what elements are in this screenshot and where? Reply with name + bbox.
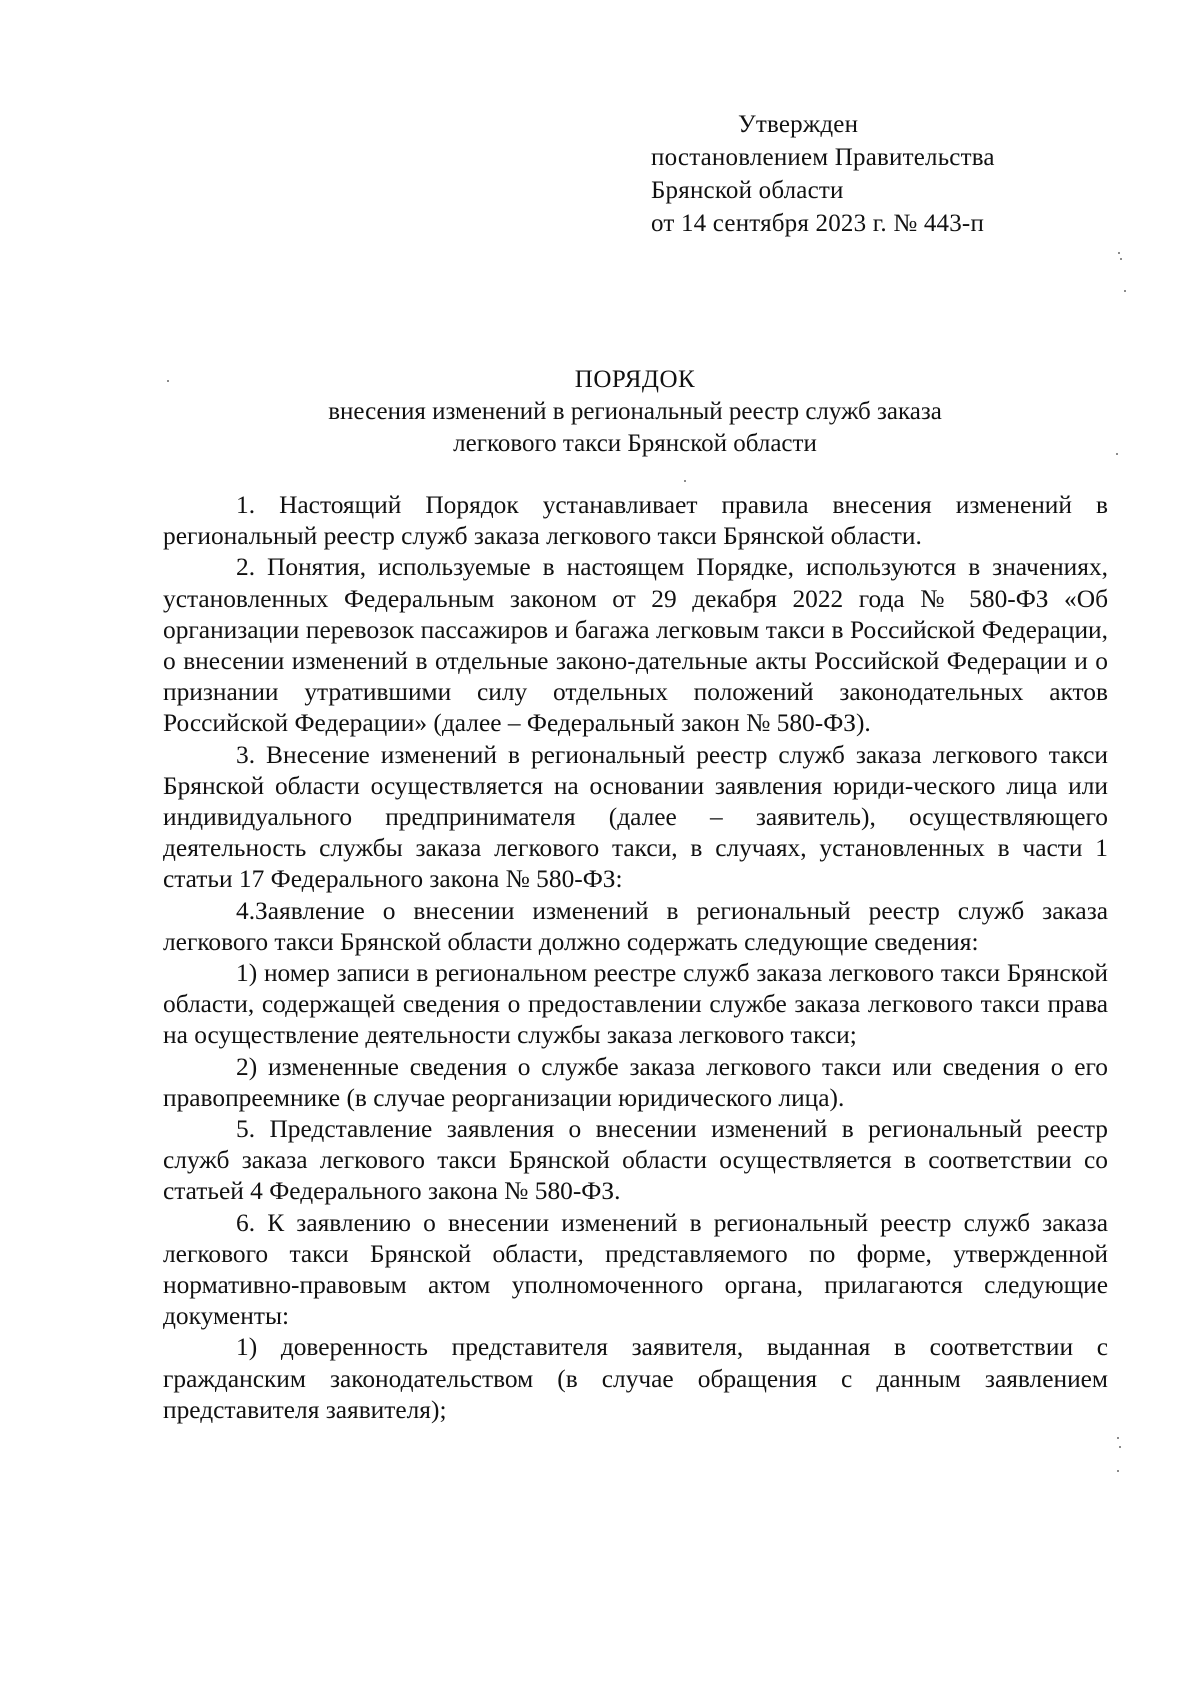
paragraph-1: 1. Настоящий Порядок устанавливает правила внесения изменений в региональный реестр служб заказа легкового такси Брянской области. [163,491,1108,551]
scan-speck [1117,1470,1119,1472]
document-subtitle-line-1: внесения изменений в региональный реестр служб заказа [328,398,942,425]
document-body [163,490,1108,1426]
paragraph-4: 4.Заявление о внесении изменений в региональный реестр служб заказа легкового такси Брянской области должно содержать следующие сведения: [163,896,1108,956]
scan-speck [1116,453,1118,455]
approval-line-3: Брянской области [651,177,844,204]
scan-speck [1118,252,1120,254]
approval-line-4: от 14 сентября 2023 г. № 443-п [651,210,985,237]
scan-speck [1119,1446,1121,1448]
document-subtitle-line-2: легкового такси Брянской области [453,430,817,457]
approval-line-2: постановлением Правительства [651,144,995,171]
approval-line-1: Утвержден [738,111,859,138]
scan-speck [1124,290,1126,292]
paragraph-5: 5. Представление заявления о внесении изменений в региональный реестр служб заказа легкового такси Брянской области осуществляется в соответствии со статьей 4 Федерального закона № 580-ФЗ. [163,1115,1108,1206]
scan-speck [1117,1437,1119,1439]
paragraph-6-item-1: 1) доверенность представителя заявителя, выданная в соответствии с гражданским законодательством (в случае обращения с данным заявлением представителя заявителя); [163,1333,1108,1424]
paragraph-4-item-2: 2) измененные сведения о службе заказа легкового такси или сведения о его правопреемнике (в случае реорганизации юридического лица). [163,1052,1108,1112]
scan-speck [1120,258,1122,260]
paragraph-4-item-1: 1) номер записи в региональном реестре служб заказа легкового такси Брянской области, содержащей сведения о предоставлении службе заказа легкового такси права на осуществление деятельности службы заказа легкового такси; [163,959,1108,1050]
scan-speck [167,380,169,382]
paragraph-2: 2. Понятия, используемые в настоящем Порядке, используются в значениях, установленных Федеральным законом от 29 декабря 2022 года № 580-ФЗ «Об организации перевозок пассажиров и багажа легковым такси в Российской Федерации, о внесении изменений в отдельные законо-дательные акты Российской Федерации и о признании утратившими силу отдельных положений законодательных актов Российской Федерации» (далее – Федеральный закон № 580-ФЗ). [163,553,1108,738]
approval-stamp-block [651,108,995,240]
paragraph-3: 3. Внесение изменений в региональный реестр служб заказа легкового такси Брянской области осуществляется на основании заявления юриди-ческого лица или индивидуального предпринимателя (далее – заявитель), осуществляющего деятельность службы заказа легкового такси, в случаях, установленных в части 1 статьи 17 Федерального закона № 580-ФЗ: [163,740,1108,894]
document-title: ПОРЯДОК [574,366,696,393]
document-heading [170,364,1100,460]
scan-speck [684,480,686,482]
paragraph-6: 6. К заявлению о внесении изменений в региональный реестр служб заказа легкового такси Брянской области, представляемого по форме, утвержденной нормативно-правовым актом уполномоченного органа, прилагаются следующие документы: [163,1208,1108,1331]
